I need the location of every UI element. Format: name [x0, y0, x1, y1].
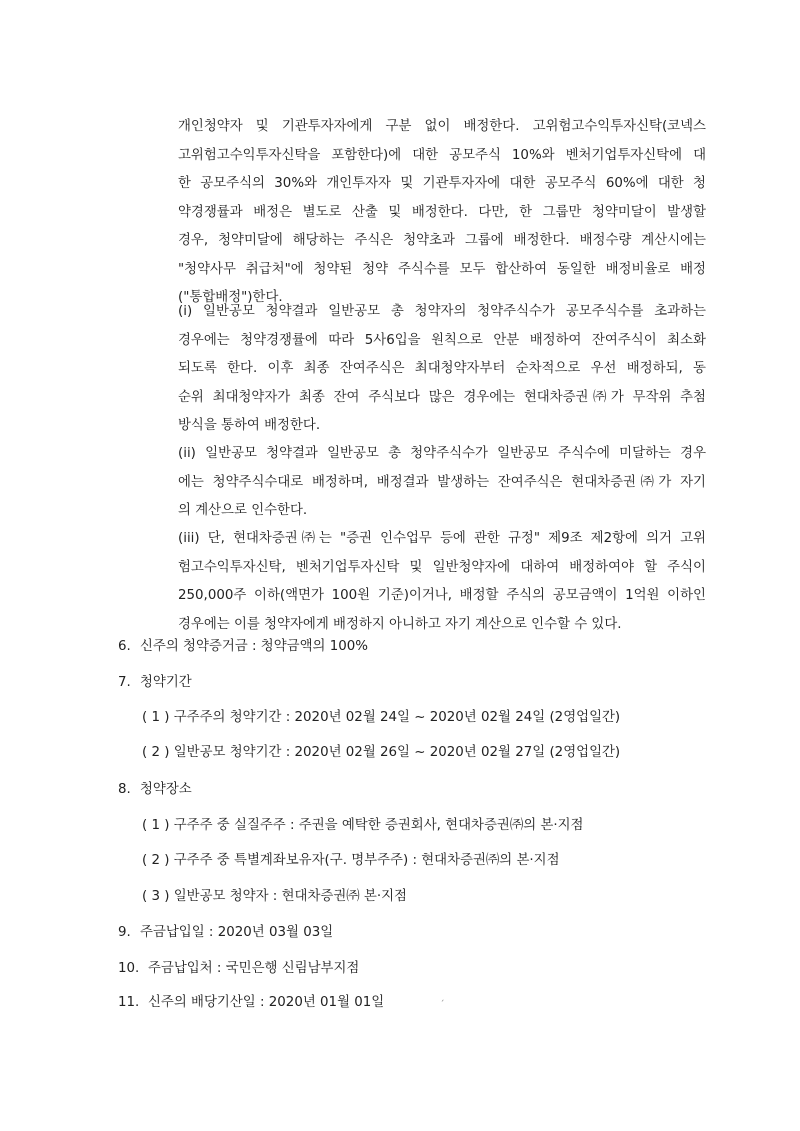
item-number: 10.: [118, 961, 140, 976]
sub-item-number: ( 1 ): [142, 710, 170, 725]
sub-item-number: ( 1 ): [142, 818, 170, 833]
allocation-clause-iii: [178, 525, 706, 639]
sub-item-text: 구주주 중 특별계좌보유자(구. 명부주주) : 현대차증권㈜의 본·지점: [173, 853, 560, 868]
sub-item: [142, 816, 583, 836]
item-text: 청약장소: [140, 782, 192, 797]
text-line: 순위 최대청약자가 최종 잔여 주식보다 많은 경우에는 현대차증권㈜가 무작위 추첨: [178, 389, 706, 405]
item-text: 주금납입일 : 2020년 03월 03일: [140, 925, 334, 940]
sub-item: [142, 743, 620, 763]
text-line: 경우에는 이를 청약자에게 배정하지 아니하고 자기 계산으로 인수할 수 있다.: [178, 616, 622, 632]
text-line: 험고수익투자신탁, 벤처기업투자신탁 및 일반청약자에 대하여 배정하여야 할 주식이: [178, 559, 706, 575]
item-text: 주금납입처 : 국민은행 신림남부지점: [148, 961, 360, 976]
list-item-10: [118, 959, 359, 979]
list-item-7: [118, 673, 192, 693]
sub-item-number: ( 2 ): [142, 853, 170, 868]
text-line: 경우에는 청약경쟁률에 따라 5사6입을 원칙으로 안분 배정하여 잔여주식이 최소화: [178, 332, 706, 348]
item-number: 7.: [118, 675, 131, 690]
text-line: 250,000주 이하(액면가 100원 기준)이거나, 배정할 주식의 공모금액이 1억원 이하인: [178, 588, 706, 603]
text-line: 에는 청약주식수대로 배정하며, 배정결과 발생하는 잔여주식은 현대차증권㈜가 자기: [178, 474, 706, 490]
sub-item: [142, 887, 407, 907]
allocation-paragraph: [178, 113, 706, 313]
item-text: 신주의 배당기산일 : 2020년 01월 01일: [148, 995, 385, 1010]
item-number: 8.: [118, 782, 131, 797]
sub-item-text: 일반공모 청약기간 : 2020년 02월 26일 ~ 2020년 02월 27일 (2영업일간): [173, 745, 621, 760]
sub-item-text: 구주주의 청약기간 : 2020년 02월 24일 ~ 2020년 02월 24일 (2영업일간): [173, 710, 621, 725]
item-number: 11.: [118, 995, 140, 1010]
item-number: 6.: [118, 639, 131, 654]
text-line: 한 공모주식의 30%와 개인투자자 및 기관투자자에 대한 공모주식 60%에 대한 청: [178, 176, 706, 191]
allocation-clause-i: [178, 298, 706, 441]
sub-item-number: ( 3 ): [142, 889, 170, 904]
text-line: (iii) 단, 현대차증권㈜는 "증권 인수업무 등에 관한 규정" 제9조 제2항에 의거 고위: [178, 531, 706, 546]
sub-item-text: 구주주 중 실질주주 : 주권을 예탁한 증권회사, 현대차증권㈜의 본·지점: [173, 818, 584, 833]
item-text: 청약기간: [140, 675, 192, 690]
text-line: 고위험고수익투자신탁을 포함한다)에 대한 공모주식 10%와 벤처기업투자신탁에 대: [178, 147, 706, 163]
list-item-8: [118, 780, 192, 800]
text-line: 되도록 한다. 이후 최종 잔여주식은 최대청약자부터 순차적으로 우선 배정하되, 동: [178, 361, 706, 376]
text-line: (ii) 일반공모 청약결과 일반공모 총 청약주식수가 일반공모 주식수에 미달하는 경우: [178, 446, 706, 461]
sub-item: [142, 851, 560, 871]
item-text: 신주의 청약증거금 : 청약금액의 100%: [140, 639, 368, 654]
text-line: 방식을 통하여 배정한다.: [178, 418, 321, 433]
text-line: (i) 일반공모 청약결과 일반공모 총 청약자의 청약주식수가 공모주식수를 초과하는: [178, 304, 706, 319]
text-line: 약경쟁률과 배정은 별도로 산출 및 배정한다. 다만, 한 그룹만 청약미달이 발생할: [178, 204, 706, 220]
sub-item: [142, 708, 620, 728]
sub-item-text: 일반공모 청약자 : 현대차증권㈜ 본·지점: [173, 889, 407, 904]
list-item-6: [118, 637, 368, 657]
list-item-9: [118, 923, 333, 943]
allocation-clause-ii: [178, 440, 706, 526]
text-line: 개인청약자 및 기관투자자에게 구분 없이 배정한다. 고위험고수익투자신탁(코넥스: [178, 119, 706, 134]
text-line: 의 계산으로 인수한다.: [178, 503, 308, 518]
item-number: 9.: [118, 925, 131, 940]
text-line: "청약사무 취급처"에 청약된 청약 주식수를 모두 합산하여 동일한 배정비율로 배정: [178, 261, 706, 277]
scan-speck: ˊ: [440, 1000, 445, 1010]
list-item-11: [118, 993, 384, 1013]
sub-item-number: ( 2 ): [142, 745, 170, 760]
text-line: ("통합배정")한다.: [178, 290, 283, 305]
text-line: 경우, 청약미달에 해당하는 주식은 청약초과 그룹에 배정한다. 배정수량 계산시에는: [178, 233, 706, 248]
